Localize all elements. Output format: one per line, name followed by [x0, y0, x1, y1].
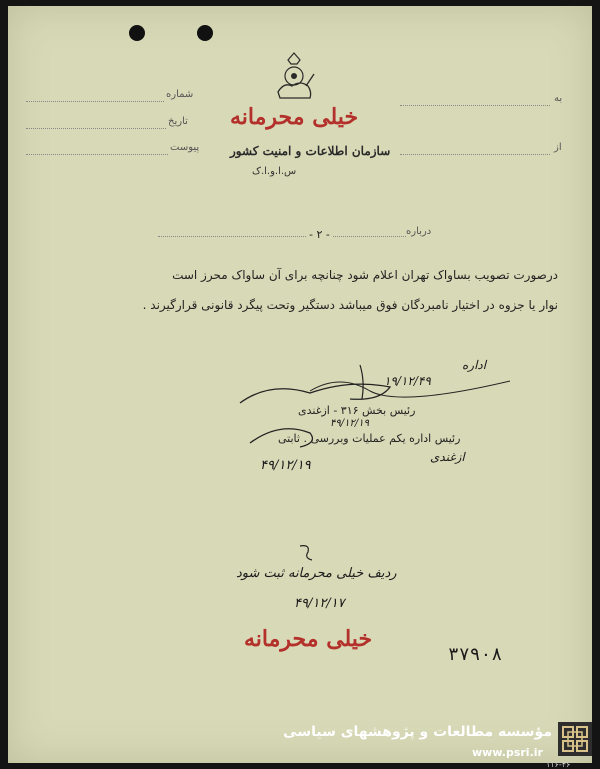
institute-name: مؤسسه مطالعات و پژوهشهای سیاسی	[283, 724, 552, 740]
organization-name: سازمان اطلاعات و امنیت کشور	[230, 144, 391, 158]
field-line-attachment	[26, 154, 168, 155]
field-line-date	[26, 128, 166, 129]
field-line-from	[400, 154, 550, 155]
institute-url[interactable]: www.psri.ir	[472, 746, 543, 759]
signatory-line-a: رئیس بخش ۳۱۶ - ازغندی	[298, 404, 416, 417]
handwritten-date-small: ۴۹/۱۲/۱۹	[330, 418, 369, 429]
field-label-attachment: پیوست	[170, 142, 200, 153]
page-number: - ۲ -	[306, 228, 333, 241]
handwritten-lower-note: ردیف خیلی محرمانه ثبت شود	[236, 566, 397, 581]
handwritten-date-top: ۱۹/۱۲/۴۹	[384, 374, 431, 388]
punch-hole-left	[129, 25, 145, 41]
field-label-from: از	[554, 142, 562, 153]
footer-watermark	[0, 716, 600, 769]
field-label-date: تاریخ	[168, 116, 188, 127]
handwritten-note-top: اداره	[462, 358, 487, 372]
field-label-to: به	[554, 93, 563, 104]
field-line-to	[400, 105, 550, 106]
institute-logo-icon	[558, 722, 592, 756]
handwritten-date-b: ۴۹/۱۲/۱۹	[260, 458, 311, 473]
document-page	[8, 6, 592, 763]
field-line-number	[26, 101, 164, 102]
check-mark-icon	[296, 542, 316, 562]
lion-and-sun-emblem-icon	[270, 52, 318, 102]
classification-stamp-bottom: خیلی محرمانه	[244, 626, 373, 652]
signatory-line-b: رئیس اداره یکم عملیات وبررسی . ثابتی	[278, 432, 461, 445]
body-line-2: نوار یا جزوه در اختیار نامبردگان فوق میباشد دستگیر وتحت پیگرد قانونی قرارگیرند .	[142, 298, 558, 312]
body-line-1: درصورت تصویب بساواک تهران اعلام شود چنانچه برای آن ساواک محرز است	[172, 268, 558, 282]
handwritten-lower-date: ۴۹/۱۲/۱۷	[294, 596, 345, 611]
handwritten-side-note: ازغندی	[430, 450, 465, 464]
subject-label: درباره	[406, 226, 432, 237]
field-label-number: شماره	[166, 89, 194, 100]
archive-reference: ۱۱۶-۴۶	[546, 760, 571, 769]
punch-hole-right	[197, 25, 213, 41]
subject-line	[158, 236, 406, 237]
organization-code: س.ا.و.ا.ک	[252, 166, 297, 177]
classification-stamp-top: خیلی محرمانه	[230, 104, 359, 130]
document-number: ۳۷۹۰۸	[448, 644, 503, 665]
